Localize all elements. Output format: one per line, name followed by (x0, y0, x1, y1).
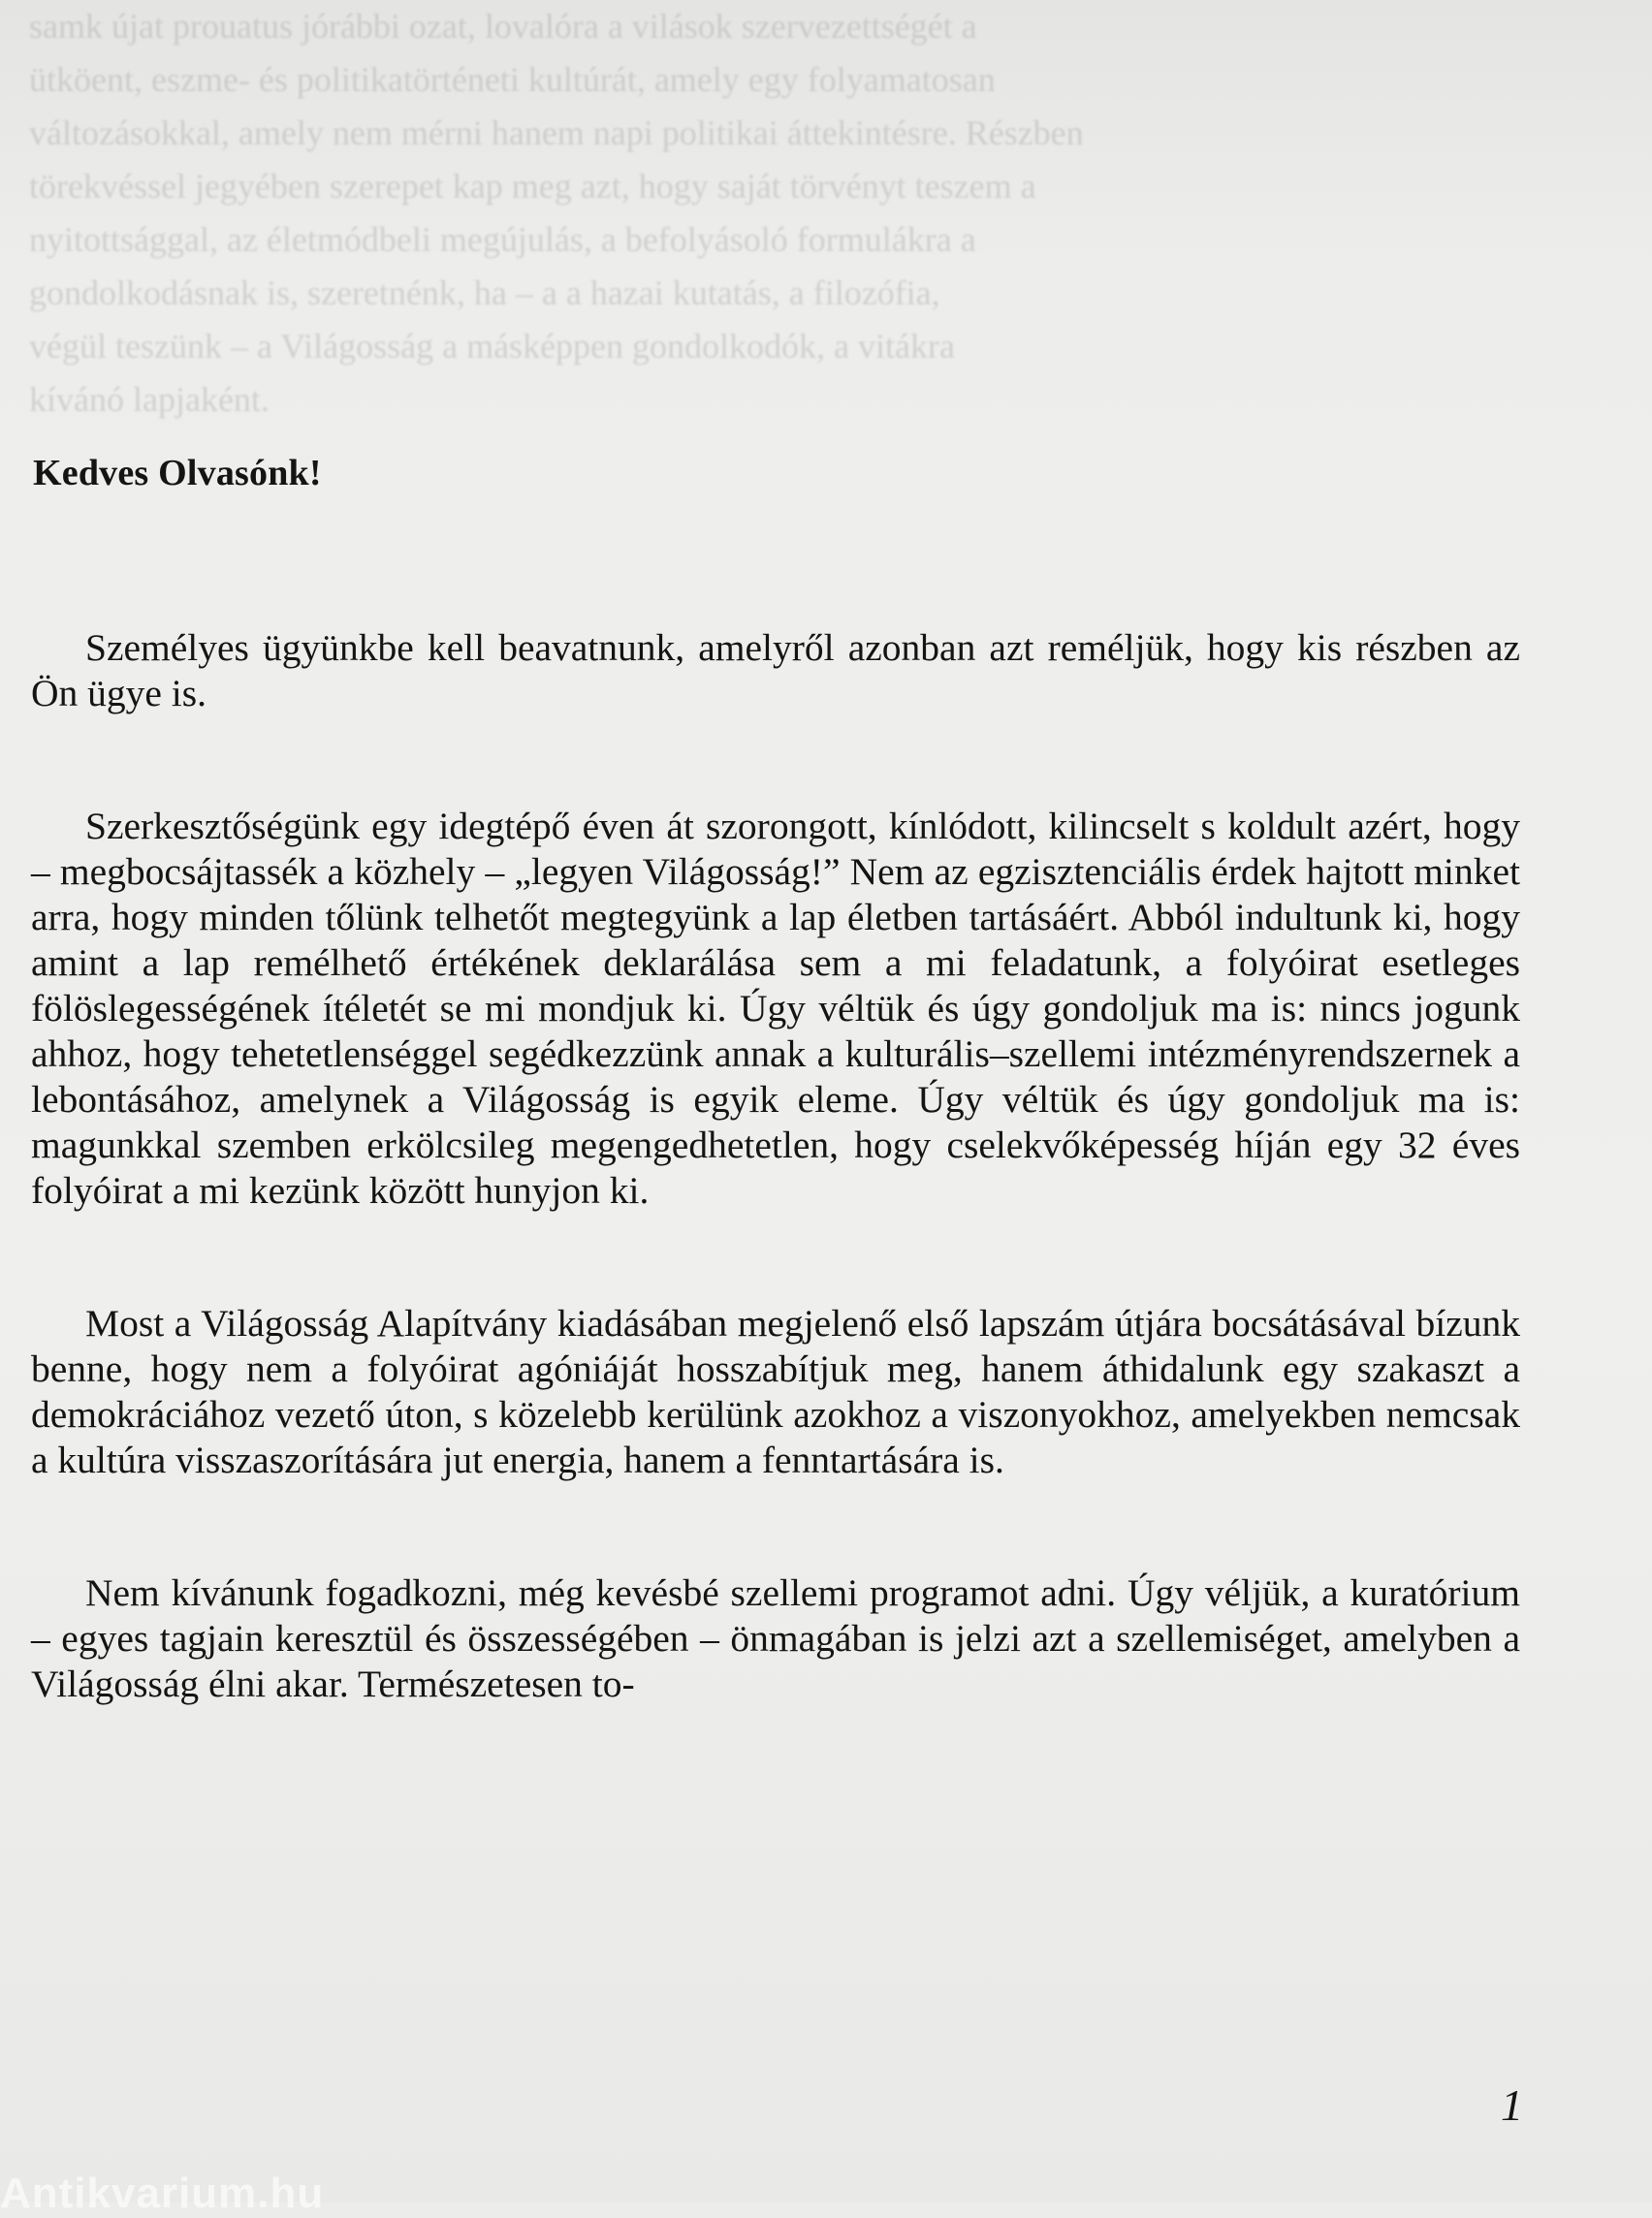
paragraph-4: Nem kívánunk fogadkozni, még kevésbé szellemi programot adni. Úgy véljük, a kuratórium – egyes tagjain keresztül és összességében – önmagában is jelzi azt a szellemiséget, amelyben a Világosság élni akar. Természetesen to- (31, 1571, 1520, 1705)
paragraph-2: Szerkesztőségünk egy idegtépő éven át szorongott, kínlódott, kilincselt s koldult azért, hogy – megbocsájtassék a közhely – „legyen Világosság!” Nem az egzisztenciális érdek hajtott minket arra, hogy minden tőlünk telhetőt megtegyünk a lap életben tartásáért. Abból indultunk ki, hogy amint a lap remélhető értékének deklarálása sem a mi feladatunk, a folyóirat esetleges fölöslegességének ítéletét se mi mondjuk ki. Úgy véltük és úgy gondoljuk ma is: nincs jogunk ahhoz, hogy tehetetlenséggel segédkezzünk annak a kulturális–szellemi intézményrendszernek a lebontásához, amelynek a Világosság is egyik eleme. Úgy véltük és úgy gondoljuk ma is: magunkkal szemben erkölcsileg megengedhetetlen, hogy cselekvőképesség híján egy 32 éves folyóirat a mi kezünk között hunyjon ki. (31, 805, 1520, 1212)
paragraph-1: Személyes ügyünkbe kell beavatnunk, amelyről azonban azt reméljük, hogy kis részben az Ön ügye is. (31, 626, 1520, 714)
letter-salutation: Kedves Olvasónk! (33, 453, 322, 493)
watermark-logo: Antikvarium.hu (0, 2170, 325, 2217)
letter-body (31, 625, 1520, 1794)
paragraph-3: Most a Világosság Alapítvány kiadásában megjelenő első lapszám útjára bocsátásával bízunk benne, hogy nem a folyóirat agóniáját hosszabítjuk meg, hanem áthidalunk egy szakaszt a demokráciához vezető úton, s közelebb kerülünk azokhoz a viszonyokhoz, amelyekben nemcsak a kultúra visszaszorítására jut energia, hanem a fenntartására is. (31, 1302, 1520, 1481)
bleed-through-text: samk újat prouatus jórábbi ozat, lovalóra a vilások szervezettségét a ütköent, eszme- és politikatörténeti kultúrát, amely egy folyamatosan változásokkal, amely nem mérni hanem napi politikai áttekintésre. Részben törekvéssel jegyében szerepet kap meg azt, hogy saját törvényt teszem a nyitottsággal, az életmódbeli megújulás, a befolyásoló formulákra a gondolkodásnak is, szeretnénk, ha – a a hazai kutatás, a filozófia, végül teszünk – a Világosság a másképpen gondolkodók, a vitákra kívánó lapjaként. (29, 7, 1084, 419)
page-number: 1 (1501, 2080, 1523, 2130)
